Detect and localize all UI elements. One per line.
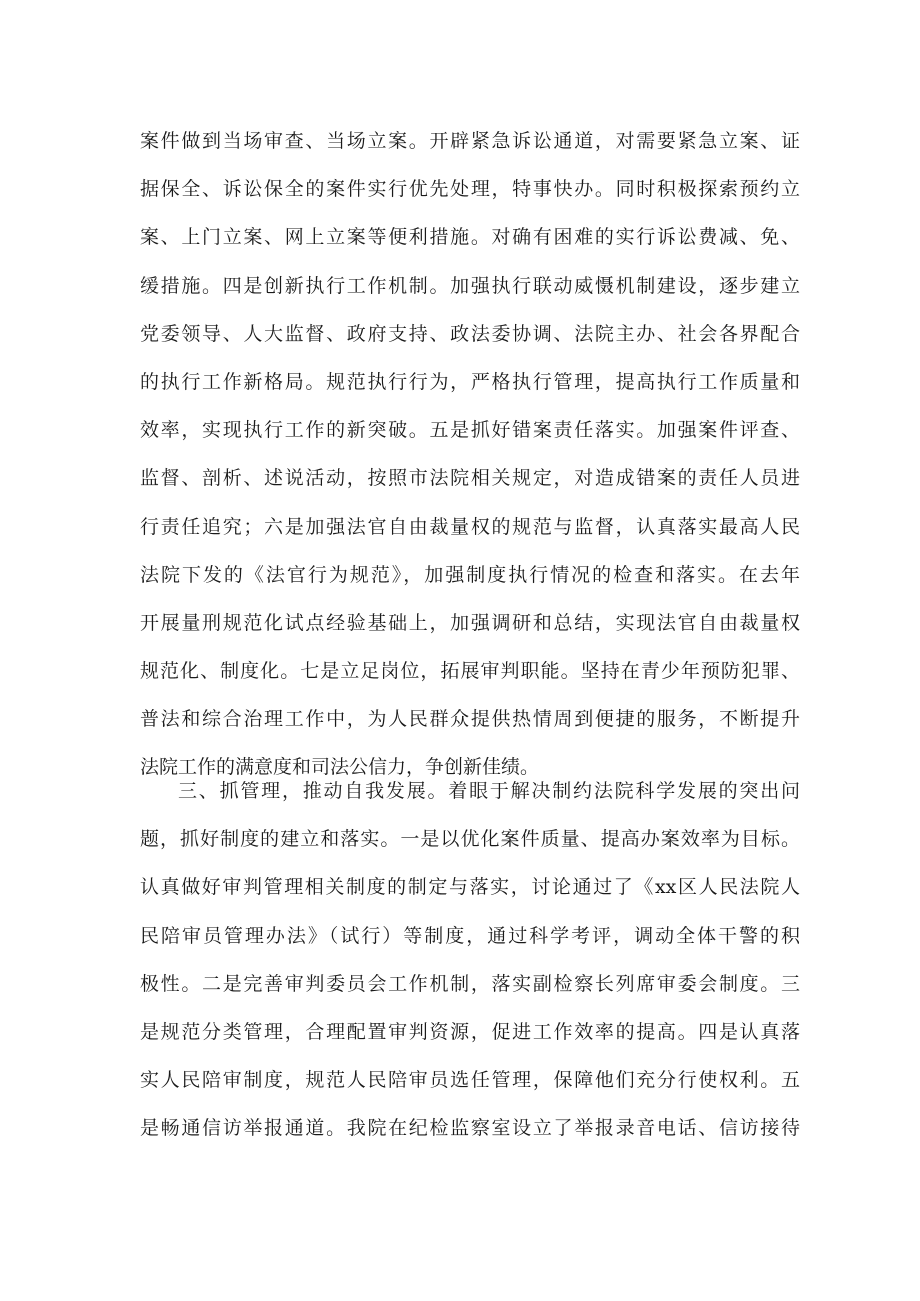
text-line: 认真做好审判管理相关制度的制定与落实，讨论通过了《xx区人民法院人 [140, 876, 800, 899]
text-line: 缓措施。四是创新执行工作机制。加强执行联动威慑机制建设，逐步建立 [140, 274, 800, 297]
text-line: 效率，实现执行工作的新突破。五是抓好错案责任落实。加强案件评查、 [140, 419, 800, 442]
text-line: 开展量刑规范化试点经验基础上，加强调研和总结，实现法官自由裁量权 [140, 611, 800, 634]
text-line: 行责任追究；六是加强法官自由裁量权的规范与监督，认真落实最高人民 [140, 515, 800, 538]
text-line: 实人民陪审制度，规范人民陪审员选任管理，保障他们充分行使权利。五 [140, 1069, 800, 1092]
text-line: 的执行工作新格局。规范执行行为，严格执行管理，提高执行工作质量和 [140, 370, 800, 393]
text-line: 题，抓好制度的建立和落实。一是以优化案件质量、提高办案效率为目标。 [140, 828, 800, 851]
text-line: 据保全、诉讼保全的案件实行优先处理，特事快办。同时积极探索预约立 [140, 178, 800, 201]
section-heading-line: 三、抓管理，推动自我发展。着眼于解决制约法院科学发展的突出问 [178, 780, 800, 802]
text-line: 极性。二是完善审判委员会工作机制，落实副检察长列席审委会制度。三 [140, 972, 800, 995]
text-line: 法院工作的满意度和司法公信力，争创新佳绩。 [140, 756, 540, 779]
text-line: 民陪审员管理办法》（试行）等制度，通过科学考评，调动全体干警的积 [140, 924, 800, 947]
text-line: 普法和综合治理工作中，为人民群众提供热情周到便捷的服务，不断提升 [140, 708, 800, 731]
text-line: 案件做到当场审查、当场立案。开辟紧急诉讼通道，对需要紧急立案、证 [140, 130, 800, 152]
text-line: 党委领导、人大监督、政府支持、政法委协调、法院主办、社会各界配合 [140, 322, 800, 345]
text-line: 是规范分类管理，合理配置审判资源，促进工作效率的提高。四是认真落 [140, 1020, 800, 1043]
text-line: 法院下发的《法官行为规范》，加强制度执行情况的检查和落实。在去年 [140, 563, 800, 586]
text-line: 是畅通信访举报通道。我院在纪检监察室设立了举报录音电话、信访接待 [140, 1117, 800, 1140]
paragraph-continued [140, 117, 800, 792]
paragraph-three-management [140, 767, 800, 1153]
text-line: 案、上门立案、网上立案等便利措施。对确有困难的实行诉讼费减、免、 [140, 226, 800, 249]
text-line: 规范化、制度化。七是立足岗位，拓展审判职能。坚持在青少年预防犯罪、 [140, 660, 800, 683]
text-line: 监督、剖析、述说活动，按照市法院相关规定，对造成错案的责任人员进 [140, 467, 800, 490]
